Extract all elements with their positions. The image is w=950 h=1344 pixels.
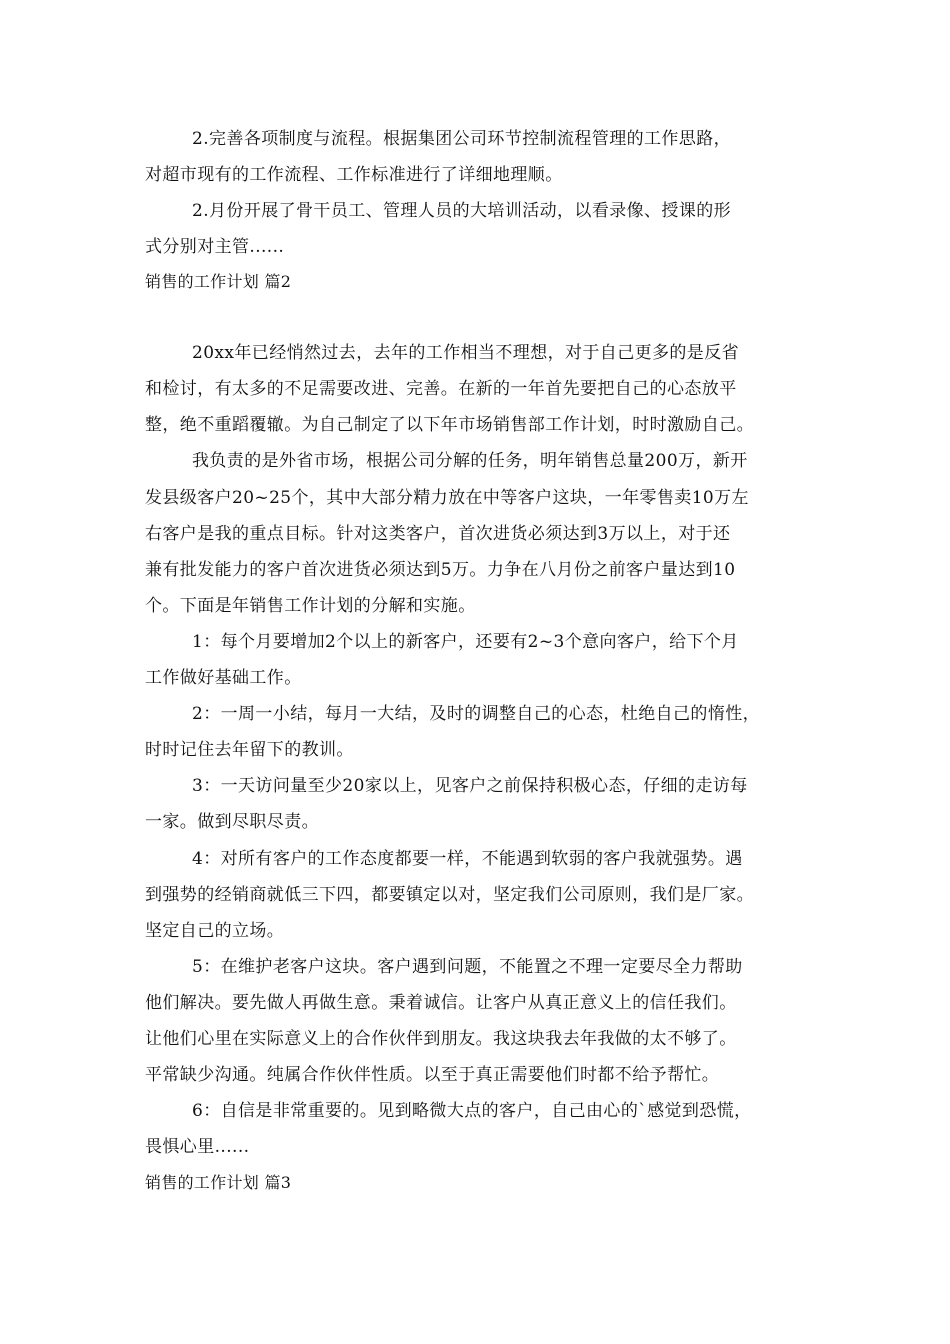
paragraph-line: 我负责的是外省市场，根据公司分解的任务，明年销售总量200万，新开 xyxy=(192,451,748,471)
paragraph-line: 到强势的经销商就低三下四，都要镇定以对，坚定我们公司原则，我们是厂家。 xyxy=(145,885,754,905)
paragraph-line: 让他们心里在实际意义上的合作伙伴到朋友。我这块我去年我做的太不够了。 xyxy=(145,1029,737,1049)
paragraph-line: 2.月份开展了骨干员工、管理人员的大培训活动，以看录像、授课的形 xyxy=(192,201,732,221)
paragraph-line: 右客户是我的重点目标。针对这类客户，首次进货必须达到3万以上，对于还 xyxy=(145,524,731,544)
paragraph-line: 式分别对主管...... xyxy=(145,237,285,257)
paragraph-line: 他们解决。要先做人再做生意。秉着诚信。让客户从真正意义上的信任我们。 xyxy=(145,993,737,1013)
paragraph-line: 20xx年已经悄然过去，去年的工作相当不理想，对于自己更多的是反省 xyxy=(192,343,740,363)
paragraph-line: 1：每个月要增加2个以上的新客户，还要有2~3个意向客户，给下个月 xyxy=(192,632,739,652)
paragraph-line: 个。下面是年销售工作计划的分解和实施。 xyxy=(145,596,476,616)
paragraph-line: 2.完善各项制度与流程。根据集团公司环节控制流程管理的工作思路， xyxy=(192,129,732,149)
paragraph-line: 6：自信是非常重要的。见到略微大点的客户，自己由心的`感觉到恐慌， xyxy=(192,1101,752,1121)
paragraph-line: 4：对所有客户的工作态度都要一样，不能遇到软弱的客户我就强势。遇 xyxy=(192,849,743,869)
paragraph-line: 时时记住去年留下的教训。 xyxy=(145,740,354,760)
paragraph-line: 一家。做到尽职尽责。 xyxy=(145,812,319,832)
paragraph-line: 2：一周一小结，每月一大结，及时的调整自己的心态，杜绝自己的惰性， xyxy=(192,704,761,724)
paragraph-line: 发县级客户20~25个，其中大部分精力放在中等客户这块，一年零售卖10万左 xyxy=(145,488,749,508)
paragraph-line: 整，绝不重蹈覆辙。为自己制定了以下年市场销售部工作计划，时时激励自己。 xyxy=(145,415,754,435)
paragraph-line: 兼有批发能力的客户首次进货必须达到5万。力争在八月份之前客户量达到10 xyxy=(145,560,736,580)
section-heading: 销售的工作计划 篇2 xyxy=(145,272,292,291)
paragraph-line: 工作做好基础工作。 xyxy=(145,668,302,688)
section-heading: 销售的工作计划 篇3 xyxy=(145,1173,292,1192)
paragraph-line: 5：在维护老客户这块。客户遇到问题，不能置之不理一定要尽全力帮助 xyxy=(192,957,743,977)
paragraph-line: 平常缺少沟通。纯属合作伙伴性质。以至于真正需要他们时都不给予帮忙。 xyxy=(145,1065,720,1085)
paragraph-line: 对超市现有的工作流程、工作标准进行了详细地理顺。 xyxy=(145,165,563,185)
paragraph-line: 畏惧心里...... xyxy=(145,1137,250,1157)
paragraph-line: 坚定自己的立场。 xyxy=(145,921,285,941)
paragraph-line: 和检讨，有太多的不足需要改进、完善。在新的一年首先要把自己的心态放平 xyxy=(145,379,737,399)
paragraph-line: 3：一天访问量至少20家以上，见客户之前保持积极心态，仔细的走访每 xyxy=(192,776,748,796)
